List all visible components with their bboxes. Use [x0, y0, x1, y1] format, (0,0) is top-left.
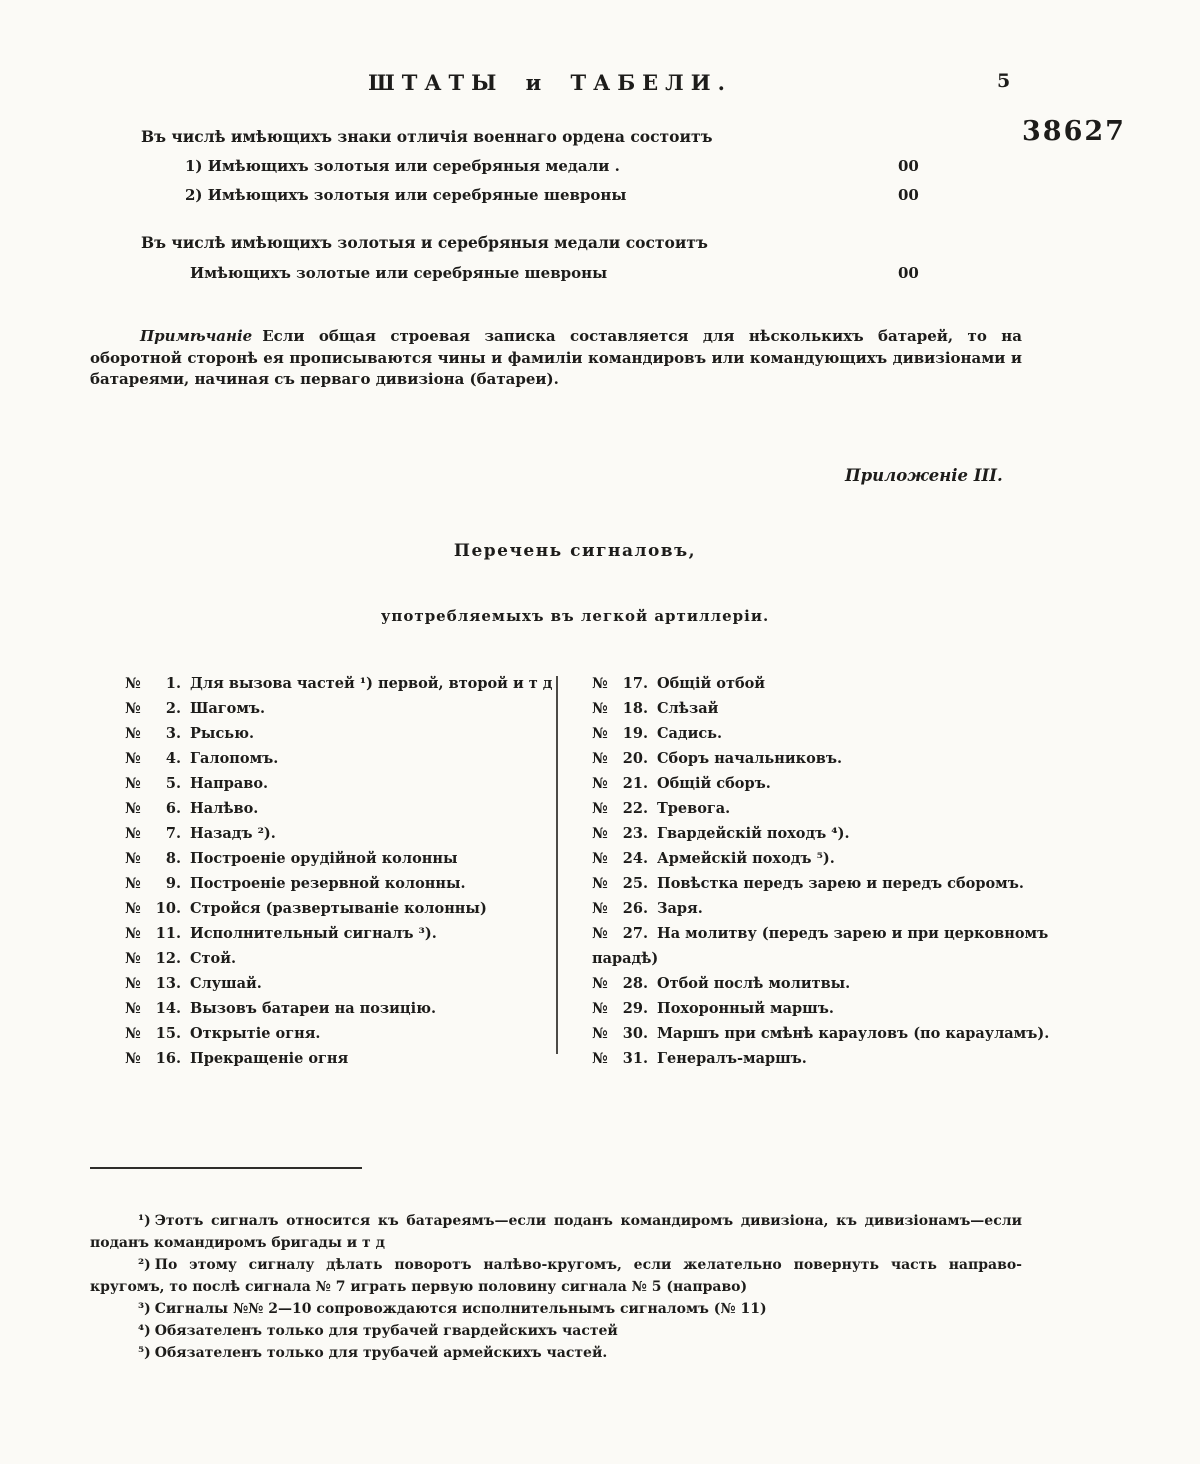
stat-value: 00 — [898, 186, 919, 204]
signal-number: 30. — [622, 1025, 648, 1042]
signal-text: Заря. — [657, 900, 703, 917]
footnote-marker: ⁵) — [138, 1345, 151, 1361]
signal-text: Шагомъ. — [190, 700, 266, 717]
section-medals-intro: Въ числѣ имѣющихъ золотыя и серебряныя медали состоитъ — [141, 233, 708, 252]
footnote-marker: ³) — [138, 1301, 151, 1317]
signal-text: Гвардейскій походъ ⁴). — [657, 825, 850, 842]
signal-number-mark: № — [125, 775, 141, 792]
section-medals-items — [190, 264, 960, 293]
signal-number-mark: № — [592, 900, 608, 917]
signal-text: Армейскій походъ ⁵). — [657, 850, 835, 867]
section-orders-intro: Въ числѣ имѣющихъ знаки отличія военнаго ордена состоитъ — [141, 127, 713, 146]
note-paragraph — [90, 326, 1022, 391]
signal-number-mark: № — [592, 850, 608, 867]
signal-text: Садись. — [657, 725, 723, 742]
signal-number: 17. — [622, 675, 648, 692]
footnote-marker: ¹) — [138, 1213, 151, 1229]
signal-text: Слѣзай — [657, 700, 719, 717]
signal-number: 11. — [155, 925, 181, 942]
list-item — [125, 921, 553, 946]
signal-number: 22. — [622, 800, 648, 817]
signal-text: Отбой послѣ молитвы. — [657, 975, 851, 992]
signal-number: 28. — [622, 975, 648, 992]
stat-value: 00 — [898, 264, 919, 282]
footnote-text: Сигналы №№ 2—10 сопровождаются исполнительнымъ сигналомъ (№ 11) — [154, 1301, 767, 1317]
signal-number-mark: № — [125, 925, 141, 942]
footnote-text: По этому сигналу дѣлать поворотъ налѣво-кругомъ, если желательно повернуть часть направо-кругомъ, то послѣ сигнала № 7 играть первую половину сигнала № 5 (направо) — [90, 1257, 1022, 1295]
signal-text: Налѣво. — [190, 800, 259, 817]
list-item — [592, 796, 1084, 821]
signal-text: Галопомъ. — [190, 750, 279, 767]
footnote-item — [90, 1298, 1022, 1320]
signal-number: 25. — [622, 875, 648, 892]
signal-text: Построеніе орудійной колонны — [190, 850, 458, 867]
footnote-text: Этотъ сигналъ относится къ батареямъ—если поданъ командиромъ дивизіона, къ дивизіонамъ—если поданъ командиромъ бригады и т д — [90, 1213, 1022, 1251]
signal-text: Генералъ-маршъ. — [657, 1050, 807, 1067]
signal-number-mark: № — [125, 1025, 141, 1042]
signal-number: 21. — [622, 775, 648, 792]
signal-number-mark: № — [125, 850, 141, 867]
signal-number: 27. — [622, 925, 648, 942]
signal-number: 16. — [155, 1050, 181, 1067]
signal-number-mark: № — [592, 1025, 608, 1042]
page-title: ШТАТЫ и ТАБЕЛИ. — [368, 70, 732, 95]
footnotes — [90, 1210, 1022, 1364]
list-item — [592, 771, 1084, 796]
signal-number: 3. — [165, 725, 181, 742]
signal-number: 20. — [622, 750, 648, 767]
doc-number: 38627 — [1022, 116, 1126, 147]
signal-text: Назадъ ²). — [190, 825, 276, 842]
signal-number: 6. — [165, 800, 181, 817]
signals-left-column — [125, 671, 553, 1071]
list-item — [592, 1046, 1084, 1071]
footnote-marker: ⁴) — [138, 1323, 151, 1339]
list-item — [125, 971, 553, 996]
list-item — [592, 746, 1084, 771]
signal-number-mark: № — [592, 675, 608, 692]
signal-number-mark: № — [592, 925, 608, 942]
signal-list-title: Перечень сигналовъ, — [453, 541, 697, 561]
stat-label: 1) Имѣющихъ золотыя или серебряныя медали . — [185, 157, 620, 175]
list-item — [592, 696, 1084, 721]
signal-number-mark: № — [592, 700, 608, 717]
signal-number-mark: № — [592, 725, 608, 742]
signal-text: Построеніе резервной колонны. — [190, 875, 466, 892]
signals-right-column — [592, 671, 1084, 1071]
list-item — [125, 721, 553, 746]
list-item — [125, 771, 553, 796]
list-item — [592, 1021, 1084, 1046]
signal-number: 29. — [622, 1000, 648, 1017]
section-orders-items — [185, 157, 955, 215]
signal-list-subtitle: употребляемыхъ въ легкой артиллеріи. — [380, 607, 770, 625]
signal-number-mark: № — [125, 950, 141, 967]
signal-number-mark: № — [592, 875, 608, 892]
list-item — [125, 796, 553, 821]
list-item — [125, 996, 553, 1021]
stat-label: 2) Имѣющихъ золотыя или серебряные шевроны — [185, 186, 627, 204]
signal-number: 26. — [622, 900, 648, 917]
signal-number: 2. — [165, 700, 181, 717]
list-item — [125, 696, 553, 721]
footnote-item — [90, 1210, 1022, 1254]
footnote-text: Обязателенъ только для трубачей армейскихъ частей. — [154, 1345, 608, 1361]
signal-number: 18. — [622, 700, 648, 717]
signal-text: Стой. — [190, 950, 236, 967]
signal-text: Прекращеніе огня — [190, 1050, 349, 1067]
signal-text: Общій отбой — [657, 675, 766, 692]
list-item — [125, 1021, 553, 1046]
signal-number-mark: № — [125, 825, 141, 842]
stat-row — [185, 157, 955, 186]
note-text: Если общая строевая записка составляется для нѣсколькихъ батарей, то на оборотной сторонѣ ея прописываются чины и фамиліи командировъ или командующихъ дивизіонами и батареями, начиная съ перваго дивизіона (батареи). — [90, 327, 1022, 388]
signal-text: Слушай. — [190, 975, 262, 992]
signal-number: 13. — [155, 975, 181, 992]
footnote-item — [90, 1342, 1022, 1364]
signal-text: Рысью. — [190, 725, 255, 742]
signal-number: 14. — [155, 1000, 181, 1017]
signal-number-mark: № — [125, 725, 141, 742]
signal-number: 8. — [165, 850, 181, 867]
signal-text: Исполнительный сигналъ ³). — [190, 925, 437, 942]
stat-row — [190, 264, 960, 293]
list-item — [592, 721, 1084, 746]
footnote-separator-rule — [90, 1167, 362, 1169]
signal-text: Для вызова частей ¹) первой, второй и т д — [190, 675, 553, 692]
signal-number-mark: № — [125, 675, 141, 692]
column-divider-line — [556, 676, 558, 1054]
signal-number-mark: № — [125, 1000, 141, 1017]
list-item — [125, 1046, 553, 1071]
list-item — [592, 821, 1084, 846]
signal-number: 23. — [622, 825, 648, 842]
signal-text: Сборъ начальниковъ. — [657, 750, 843, 767]
list-item — [592, 996, 1084, 1021]
signal-text: Общій сборъ. — [657, 775, 771, 792]
list-item — [125, 671, 553, 696]
list-item — [125, 871, 553, 896]
signal-number: 7. — [165, 825, 181, 842]
footnote-item — [90, 1254, 1022, 1298]
signal-number: 10. — [155, 900, 181, 917]
signal-number: 4. — [165, 750, 181, 767]
list-item — [592, 921, 1084, 971]
signal-number-mark: № — [592, 800, 608, 817]
signal-text: Маршъ при смѣнѣ карауловъ (по карауламъ). — [657, 1025, 1050, 1042]
stat-value: 00 — [898, 157, 919, 175]
signal-text: Повѣстка передъ зарею и передъ сборомъ. — [657, 875, 1024, 892]
signal-number-mark: № — [592, 825, 608, 842]
stat-row — [185, 186, 955, 215]
signal-text: Вызовъ батареи на позицію. — [190, 1000, 437, 1017]
page-number: 5 — [997, 70, 1011, 92]
list-item — [125, 896, 553, 921]
signal-number-mark: № — [592, 1000, 608, 1017]
signal-number: 12. — [155, 950, 181, 967]
signal-number-mark: № — [125, 900, 141, 917]
signal-number-mark: № — [592, 975, 608, 992]
footnote-item — [90, 1320, 1022, 1342]
signal-text: Стройся (развертываніе колонны) — [190, 900, 487, 917]
signal-number: 5. — [165, 775, 181, 792]
signal-text: На молитву (передъ зарею и при церковномъ парадѣ) — [592, 925, 1049, 967]
signal-number-mark: № — [125, 750, 141, 767]
list-item — [592, 896, 1084, 921]
signal-number-mark: № — [125, 700, 141, 717]
footnote-marker: ²) — [138, 1257, 151, 1273]
list-item — [125, 846, 553, 871]
list-item — [125, 821, 553, 846]
list-item — [592, 871, 1084, 896]
signal-number: 24. — [622, 850, 648, 867]
signal-number-mark: № — [125, 1050, 141, 1067]
stat-label: Имѣющихъ золотые или серебряные шевроны — [190, 264, 608, 282]
appendix-label: Приложеніе III. — [845, 466, 1003, 485]
signal-number-mark: № — [125, 800, 141, 817]
footnote-text: Обязателенъ только для трубачей гвардейскихъ частей — [154, 1323, 618, 1339]
signal-number-mark: № — [592, 1050, 608, 1067]
signal-text: Тревога. — [657, 800, 731, 817]
signal-number-mark: № — [592, 750, 608, 767]
signal-number: 1. — [165, 675, 181, 692]
list-item — [125, 746, 553, 771]
signal-text: Похоронный маршъ. — [657, 1000, 834, 1017]
signal-number: 31. — [622, 1050, 648, 1067]
note-label: Примѣчаніе — [140, 327, 253, 345]
list-item — [592, 846, 1084, 871]
list-item — [125, 946, 553, 971]
signal-number-mark: № — [125, 975, 141, 992]
signal-number-mark: № — [125, 875, 141, 892]
signal-number: 15. — [155, 1025, 181, 1042]
list-item — [592, 971, 1084, 996]
signal-number: 9. — [165, 875, 181, 892]
signal-text: Открытіе огня. — [190, 1025, 321, 1042]
signal-number: 19. — [622, 725, 648, 742]
list-item — [592, 671, 1084, 696]
signal-number-mark: № — [592, 775, 608, 792]
signal-text: Направо. — [190, 775, 269, 792]
